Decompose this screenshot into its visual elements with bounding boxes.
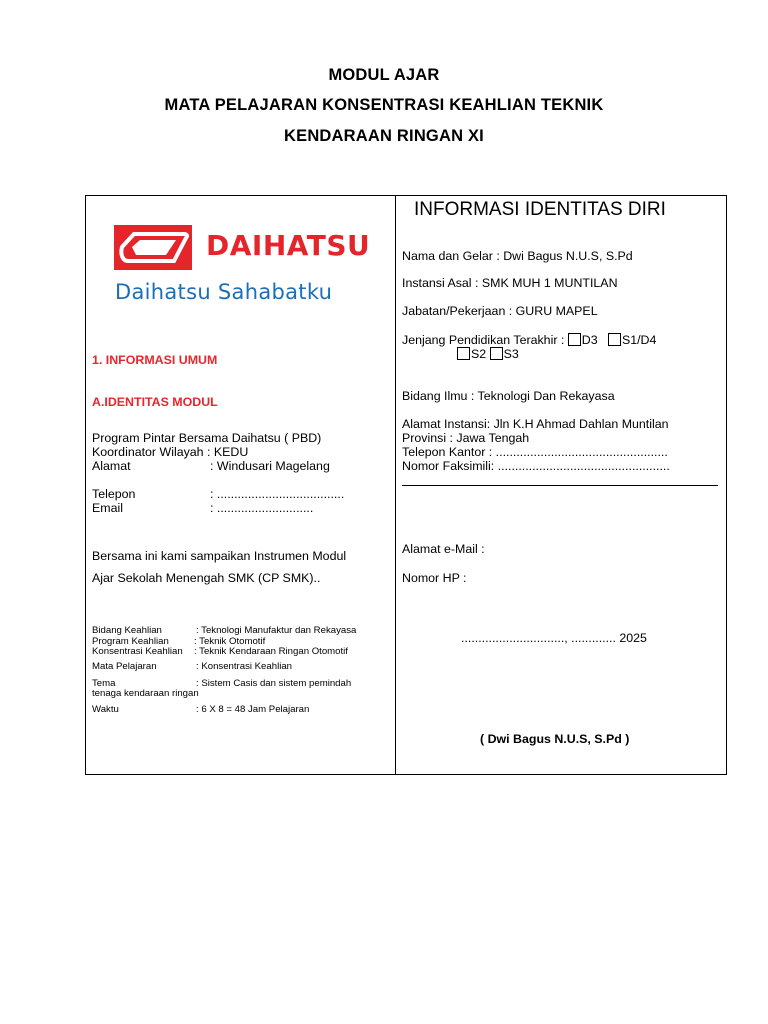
intro-line-2: Ajar Sekolah Menengah SMK (CP SMK).. <box>92 571 321 585</box>
intro-line-1: Bersama ini kami sampaikan Instrumen Modul <box>92 549 347 563</box>
program-name: Program Pintar Bersama Daihatsu ( PBD) <box>92 431 322 445</box>
brand-logo-text: DAIHATSU <box>206 229 371 262</box>
detail-value: : 6 X 8 = 48 Jam Pelajaran <box>196 704 310 715</box>
nama-gelar: Nama dan Gelar : Dwi Bagus N.U.S, S.Pd <box>402 249 633 263</box>
jenjang-options-row-2 <box>457 347 519 361</box>
alamat-value: : Windusari Magelang <box>210 459 330 473</box>
detail-value: tenaga kendaraan ringan <box>92 688 199 699</box>
title-line-3: KENDARAAN RINGAN XI <box>284 127 484 145</box>
title-line-1: MODUL AJAR <box>328 66 440 84</box>
email-label: Email <box>92 501 123 515</box>
column-divider <box>395 196 396 774</box>
detail-label: Mata Pelajaran <box>92 661 157 672</box>
checkbox-s1[interactable] <box>608 333 621 346</box>
detail-value: : Sistem Casis dan sistem pemindah <box>196 678 352 689</box>
telepon-kantor: Telepon Kantor : .................................................. <box>402 445 668 459</box>
jenjang-label: Jenjang Pendidikan Terakhir : <box>402 333 568 347</box>
nomor-hp: Nomor HP : <box>402 571 467 585</box>
alamat-label: Alamat <box>92 459 131 473</box>
detail-value: : Teknik Kendaraan Ringan Otomotif <box>194 646 348 657</box>
detail-label: Program Keahlian <box>92 636 169 647</box>
option-d3: D3 <box>581 333 598 347</box>
detail-value: : Teknologi Manufaktur dan Rekayasa <box>196 625 357 636</box>
jenjang-pendidikan <box>402 333 656 347</box>
alamat-instansi: Alamat Instansi: Jln K.H Ahmad Dahlan Muntilan <box>402 417 669 431</box>
title-line-2: MATA PELAJARAN KONSENTRASI KEAHLIAN TEKNIK <box>164 96 604 114</box>
detail-label: Bidang Keahlian <box>92 625 162 636</box>
signature-name: ( Dwi Bagus N.U.S, S.Pd ) <box>480 732 630 746</box>
jabatan: Jabatan/Pekerjaan : GURU MAPEL <box>402 304 598 318</box>
checkbox-s3[interactable] <box>490 347 503 360</box>
document-title <box>0 64 768 156</box>
detail-value: : Teknik Otomotif <box>194 636 266 647</box>
brand-tagline: Daihatsu Sahabatku <box>115 280 333 304</box>
identity-heading: INFORMASI IDENTITAS DIRI <box>414 199 666 220</box>
daihatsu-logo-icon <box>114 225 192 270</box>
detail-label: Waktu <box>92 704 119 715</box>
checkbox-s2[interactable] <box>457 347 470 360</box>
detail-label: Tema <box>92 678 116 689</box>
signature-date: .............................., ............. 2025 <box>461 631 647 645</box>
option-s1: S1/D4 <box>621 333 657 347</box>
separator-line <box>402 485 718 486</box>
koordinator-wilayah: Koordinator Wilayah : KEDU <box>92 445 249 459</box>
instansi-asal: Instansi Asal : SMK MUH 1 MUNTILAN <box>402 276 618 290</box>
nomor-faksimili: Nomor Faksimili: .................................................. <box>402 459 670 473</box>
section-identitas-modul: A.IDENTITAS MODUL <box>92 395 218 409</box>
detail-value: : Konsentrasi Keahlian <box>196 661 292 672</box>
email-value: : ............................ <box>210 501 314 515</box>
option-s3: S3 <box>503 347 519 361</box>
telepon-label: Telepon <box>92 487 136 501</box>
alamat-email: Alamat e-Mail : <box>402 542 485 556</box>
checkbox-d3[interactable] <box>568 333 581 346</box>
detail-label: Konsentrasi Keahlian <box>92 646 183 657</box>
section-informasi-umum: 1. INFORMASI UMUM <box>92 353 218 367</box>
bidang-ilmu: Bidang Ilmu : Teknologi Dan Rekayasa <box>402 389 615 403</box>
telepon-value: : ..................................... <box>210 487 345 501</box>
option-s2: S2 <box>471 347 487 361</box>
provinsi: Provinsi : Jawa Tengah <box>402 431 530 445</box>
identity-table <box>85 195 727 775</box>
